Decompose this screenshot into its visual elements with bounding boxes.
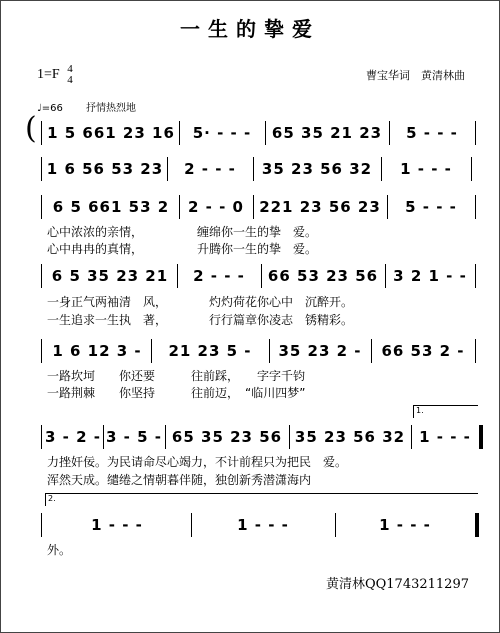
measure-notes: 35 23 56 32 bbox=[294, 428, 406, 446]
key-label: 1=F bbox=[37, 67, 60, 83]
measure-notes: 3 - 5 - bbox=[106, 428, 162, 446]
measure-notes: 1 6 12 3 - bbox=[52, 342, 142, 360]
barline bbox=[41, 264, 42, 288]
volta-first-ending: 1. bbox=[413, 405, 478, 418]
barline bbox=[389, 121, 390, 145]
notation-system bbox=[1, 341, 500, 363]
barline bbox=[475, 195, 476, 219]
measure-notes: 2 - - 0 bbox=[188, 198, 244, 216]
barline bbox=[165, 425, 166, 449]
lyric-line: 心中冉冉的真情， 升腾你一生的挚 爱。 bbox=[47, 242, 318, 256]
measure bbox=[271, 341, 369, 361]
barline bbox=[265, 121, 266, 145]
measure-notes: 66 53 2 - bbox=[381, 342, 465, 360]
measure bbox=[45, 427, 101, 447]
barline bbox=[335, 513, 336, 537]
barline bbox=[381, 157, 382, 181]
measure-notes: 5 - - - bbox=[406, 124, 458, 142]
measure-notes: 1 5 661 23 16 bbox=[47, 124, 175, 142]
measure bbox=[105, 427, 163, 447]
measure-notes: 1 - - - bbox=[419, 428, 471, 446]
measure-notes: 1 - - - bbox=[379, 516, 431, 534]
measure bbox=[45, 266, 175, 286]
measure-notes: 65 35 23 56 bbox=[171, 428, 283, 446]
author-contact: 黄清林QQ1743211297 bbox=[325, 577, 469, 592]
barline bbox=[475, 339, 476, 363]
lyric-line: 浑然天成。缱绻之情朝暮伴随，独创新秀潜潇海内 bbox=[47, 473, 312, 487]
measure bbox=[45, 515, 189, 535]
barline bbox=[41, 195, 42, 219]
measure bbox=[45, 341, 149, 361]
barline bbox=[479, 425, 483, 449]
barline bbox=[41, 513, 42, 537]
measure bbox=[389, 197, 473, 217]
barline bbox=[41, 157, 42, 181]
tempo-marking bbox=[37, 99, 136, 114]
measure-notes: 3 - 2 - bbox=[45, 428, 101, 446]
measure-notes: 2 - - - bbox=[193, 267, 245, 285]
barline bbox=[179, 195, 180, 219]
lyric-line: 外。 bbox=[47, 543, 72, 557]
measure bbox=[255, 159, 379, 179]
barline bbox=[289, 425, 290, 449]
composer-credits: 曹宝华词 黄清林曲 bbox=[366, 69, 465, 82]
measure bbox=[169, 159, 251, 179]
barline bbox=[41, 425, 42, 449]
measure-notes: 1 6 56 53 23 bbox=[46, 160, 164, 178]
barline bbox=[253, 157, 254, 181]
lyric-line: 一生追求一生执 著， 行行篇章你凌志 锈精彩。 bbox=[47, 313, 354, 327]
measure-notes: 2 - - - bbox=[184, 160, 236, 178]
barline bbox=[471, 157, 472, 181]
measure-notes: 6 5 661 53 2 bbox=[52, 198, 170, 216]
lyric-line: 一路荆棘 你坚持 往前迈， “临川四梦” bbox=[47, 386, 306, 400]
measure bbox=[181, 197, 251, 217]
barline bbox=[103, 425, 104, 449]
measure-notes: 5 - - - bbox=[405, 198, 457, 216]
measure-notes: 35 23 56 32 bbox=[261, 160, 373, 178]
measure bbox=[291, 427, 409, 447]
barline bbox=[371, 339, 372, 363]
notation-system bbox=[1, 197, 500, 219]
barline bbox=[167, 157, 168, 181]
barline bbox=[269, 339, 270, 363]
measure-notes: 21 23 5 - bbox=[168, 342, 252, 360]
measure bbox=[45, 197, 177, 217]
barline bbox=[475, 121, 476, 145]
time-numerator: 4 bbox=[67, 63, 73, 75]
barline bbox=[179, 121, 180, 145]
lyric-line: 一身正气两袖清 风， 灼灼荷花你心中 沉醉开。 bbox=[47, 295, 354, 309]
measure-notes: 221 23 56 23 bbox=[259, 198, 381, 216]
opening-brace: ( bbox=[25, 111, 37, 146]
barline bbox=[411, 425, 412, 449]
measure bbox=[167, 427, 287, 447]
notation-system bbox=[1, 159, 500, 181]
measure bbox=[387, 266, 473, 286]
notation-system bbox=[1, 427, 500, 449]
measure bbox=[45, 123, 177, 143]
tempo-value: ♩=66 bbox=[37, 103, 63, 114]
barline bbox=[151, 339, 152, 363]
expression-mark: 抒情热烈地 bbox=[86, 103, 137, 114]
lyric-line: 一路坎坷 你还要 往前踩， 字字千钧 bbox=[47, 369, 306, 383]
measure-notes: 6 5 35 23 21 bbox=[51, 267, 169, 285]
lyric-line: 力挫奸佞。为民请命尽心竭力，不计前程只为把民 爱。 bbox=[47, 455, 348, 469]
measure-notes: 5· - - - bbox=[192, 124, 252, 142]
measure bbox=[255, 197, 385, 217]
measure bbox=[413, 427, 477, 447]
barline bbox=[261, 264, 262, 288]
measure bbox=[391, 123, 473, 143]
measure-notes: 3 2 1 - - bbox=[393, 267, 467, 285]
notation-system bbox=[1, 515, 500, 537]
notation-system bbox=[1, 123, 500, 145]
barline bbox=[41, 339, 42, 363]
measure-notes: 1 - - - bbox=[400, 160, 452, 178]
measure-notes: 1 - - - bbox=[91, 516, 143, 534]
measure bbox=[263, 266, 383, 286]
measure bbox=[337, 515, 473, 535]
key-signature bbox=[37, 64, 73, 86]
barline bbox=[253, 195, 254, 219]
time-signature bbox=[67, 64, 73, 86]
measure bbox=[153, 341, 267, 361]
barline bbox=[191, 513, 192, 537]
measure-notes: 35 23 2 - bbox=[278, 342, 362, 360]
volta-second-ending: 2. bbox=[45, 493, 478, 506]
song-title: 一生的挚爱 bbox=[180, 17, 320, 41]
measure bbox=[193, 515, 333, 535]
time-denominator: 4 bbox=[67, 74, 73, 86]
measure-notes: 1 - - - bbox=[237, 516, 289, 534]
barline bbox=[475, 264, 476, 288]
measure bbox=[45, 159, 165, 179]
measure bbox=[181, 123, 263, 143]
barline bbox=[387, 195, 388, 219]
measure bbox=[373, 341, 473, 361]
measure-notes: 65 35 21 23 bbox=[271, 124, 383, 142]
barline bbox=[177, 264, 178, 288]
barline bbox=[41, 121, 42, 145]
measure bbox=[383, 159, 469, 179]
measure-notes: 66 53 23 56 bbox=[267, 267, 379, 285]
barline bbox=[385, 264, 386, 288]
notation-system bbox=[1, 266, 500, 288]
lyric-line: 心中浓浓的亲情， 缠绵你一生的挚 爱。 bbox=[47, 225, 318, 239]
measure bbox=[267, 123, 387, 143]
measure bbox=[179, 266, 259, 286]
barline bbox=[475, 513, 479, 537]
